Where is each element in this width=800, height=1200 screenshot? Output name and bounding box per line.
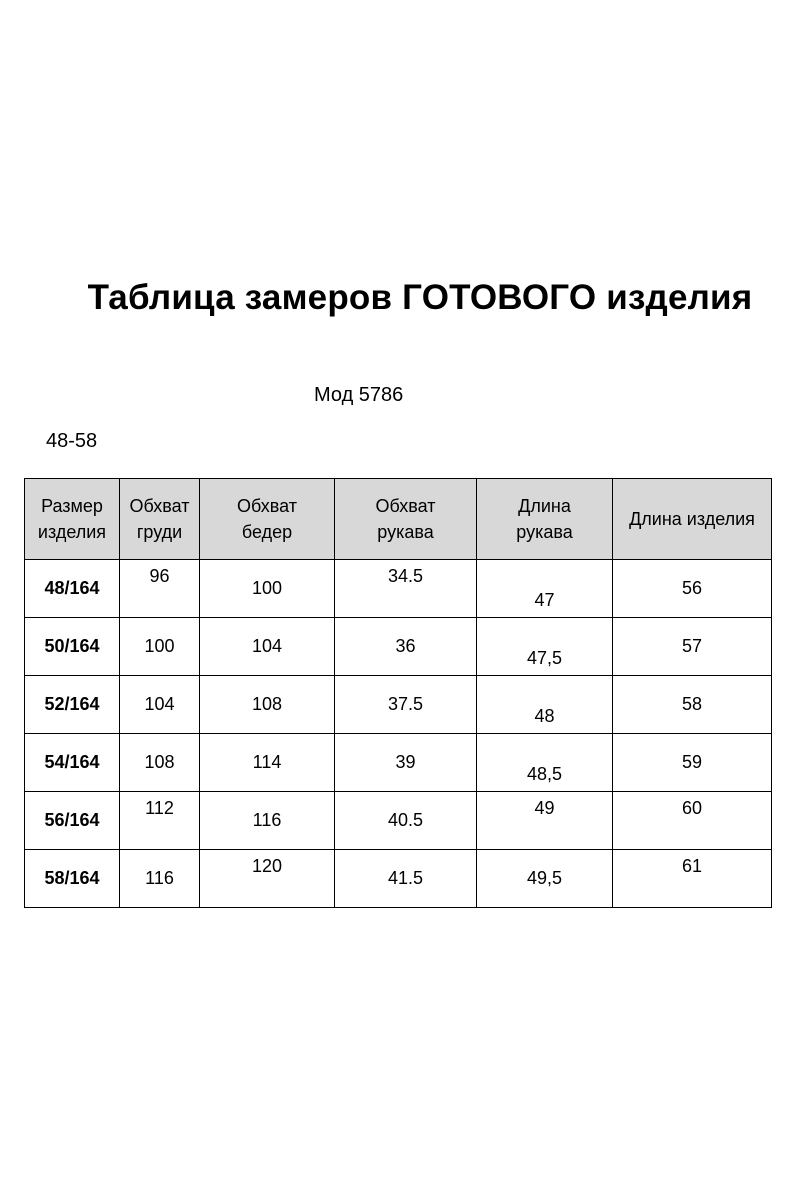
- cell-length: [613, 676, 772, 734]
- header-line: Обхват: [375, 496, 436, 516]
- cell-value: 36: [395, 636, 416, 656]
- cell-size: [25, 618, 120, 676]
- cell-value: 34.5: [387, 566, 424, 586]
- size-range: 48-58: [46, 430, 98, 452]
- cell-value: 116: [252, 810, 282, 830]
- cell-sleeve-girth: [335, 734, 477, 792]
- cell-value: 39: [395, 752, 416, 772]
- header-line: Размер: [41, 496, 103, 516]
- cell-value: 41.5: [387, 868, 424, 888]
- cell-value: 60: [681, 798, 703, 818]
- cell-value: 120: [251, 856, 283, 876]
- cell-sleeve-girth: [335, 560, 477, 618]
- cell-sleeve-length: [477, 676, 613, 734]
- header-line: Длина изделия: [629, 509, 755, 529]
- table-header-row: [25, 479, 772, 560]
- header-hips: [200, 479, 335, 560]
- cell-value: 100: [144, 636, 175, 656]
- header-length: [613, 479, 772, 560]
- cell-value: 48: [534, 706, 555, 726]
- cell-value: 56: [681, 578, 703, 598]
- cell-size: [25, 792, 120, 850]
- table-row: [25, 734, 772, 792]
- cell-value: 96: [149, 566, 170, 586]
- cell-size: [25, 676, 120, 734]
- header-size: [25, 479, 120, 560]
- cell-hips: [200, 676, 335, 734]
- cell-value: 48/164: [44, 578, 100, 598]
- cell-length: [613, 560, 772, 618]
- header-line: рукава: [377, 522, 434, 542]
- cell-value: 114: [252, 752, 282, 772]
- cell-hips: [200, 792, 335, 850]
- cell-chest: [120, 618, 200, 676]
- cell-value: 104: [144, 694, 175, 714]
- header-chest: [120, 479, 200, 560]
- cell-value: 58/164: [44, 868, 100, 888]
- table-row: [25, 618, 772, 676]
- cell-value: 54/164: [44, 752, 100, 772]
- cell-value: 61: [681, 856, 703, 876]
- cell-value: 57: [681, 636, 703, 656]
- cell-length: [613, 618, 772, 676]
- cell-sleeve-girth: [335, 850, 477, 908]
- header-line: рукава: [516, 522, 573, 542]
- cell-value: 48,5: [526, 764, 563, 784]
- header-line: Обхват: [129, 496, 190, 516]
- cell-sleeve-girth: [335, 618, 477, 676]
- cell-hips: [200, 850, 335, 908]
- cell-chest: [120, 850, 200, 908]
- header-line: Обхват: [237, 496, 297, 516]
- cell-chest: [120, 560, 200, 618]
- page-title: Таблица замеров ГОТОВОГО изделия: [87, 278, 753, 317]
- header-line: изделия: [37, 522, 107, 542]
- cell-value: 108: [251, 694, 283, 714]
- header-sleeve-girth: [335, 479, 477, 560]
- cell-hips: [200, 618, 335, 676]
- cell-sleeve-length: [477, 560, 613, 618]
- cell-sleeve-length: [477, 734, 613, 792]
- cell-sleeve-girth: [335, 792, 477, 850]
- cell-sleeve-length: [477, 618, 613, 676]
- cell-chest: [120, 734, 200, 792]
- cell-value: 40.5: [387, 810, 424, 830]
- cell-size: [25, 560, 120, 618]
- cell-value: 56/164: [44, 810, 100, 830]
- cell-value: 49: [534, 798, 555, 818]
- cell-value: 50/164: [44, 636, 100, 656]
- cell-value: 108: [144, 752, 175, 772]
- table-row: [25, 676, 772, 734]
- header-line: груди: [136, 522, 183, 542]
- table-row: [25, 560, 772, 618]
- cell-sleeve-length: [477, 850, 613, 908]
- cell-length: [613, 792, 772, 850]
- cell-value: 100: [251, 578, 283, 598]
- model-number: Мод 5786: [314, 384, 404, 406]
- cell-chest: [120, 792, 200, 850]
- cell-chest: [120, 676, 200, 734]
- header-line: бедер: [241, 522, 293, 542]
- cell-size: [25, 850, 120, 908]
- cell-value: 47: [534, 590, 555, 610]
- cell-value: 37.5: [387, 694, 424, 714]
- cell-size: [25, 734, 120, 792]
- cell-value: 59: [681, 752, 703, 772]
- cell-value: 49,5: [526, 868, 563, 888]
- cell-sleeve-length: [477, 792, 613, 850]
- cell-value: 112: [145, 798, 174, 818]
- cell-value: 47,5: [526, 648, 563, 668]
- cell-value: 58: [681, 694, 703, 714]
- header-line: Длина: [518, 496, 571, 516]
- cell-value: 116: [145, 868, 174, 888]
- cell-sleeve-girth: [335, 676, 477, 734]
- cell-value: 52/164: [44, 694, 100, 714]
- table-row: [25, 792, 772, 850]
- header-sleeve-length: [477, 479, 613, 560]
- table-row: [25, 850, 772, 908]
- cell-hips: [200, 560, 335, 618]
- cell-hips: [200, 734, 335, 792]
- cell-length: [613, 734, 772, 792]
- cell-length: [613, 850, 772, 908]
- cell-value: 104: [251, 636, 283, 656]
- size-table: [24, 478, 772, 908]
